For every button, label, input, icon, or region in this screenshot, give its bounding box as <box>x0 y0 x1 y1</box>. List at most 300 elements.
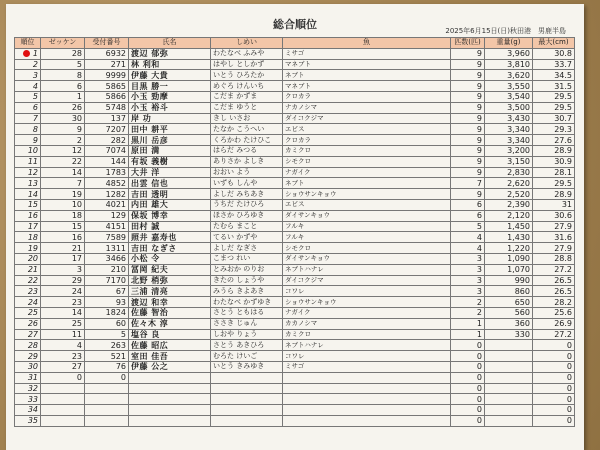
name-cell-text: 吉田 なぎさ <box>131 243 177 253</box>
rank-cell <box>15 113 41 124</box>
count-cell <box>451 189 485 200</box>
reading-cell-text: おおい よう <box>213 167 251 176</box>
receipt-number-cell-text: 67 <box>115 286 126 296</box>
receipt-number-cell <box>85 145 129 156</box>
table-row <box>15 232 575 243</box>
zekken-cell <box>41 113 85 124</box>
fish-cell <box>283 178 451 189</box>
zekken-cell <box>41 199 85 210</box>
fish-cell <box>283 124 451 135</box>
max-length-cell-text: 27.9 <box>554 243 572 253</box>
count-cell-text: 3 <box>476 265 482 275</box>
table-header-row <box>15 38 575 49</box>
rank-cell <box>15 156 41 167</box>
rank-cell <box>15 405 41 416</box>
fish-cell <box>283 394 451 405</box>
weight-cell <box>485 383 533 394</box>
zekken-cell-text: 10 <box>71 200 82 210</box>
count-cell <box>451 178 485 189</box>
weight-cell-text: 3,550 <box>507 81 530 91</box>
rank-cell <box>15 135 41 146</box>
reading-cell-text: うちだ たけひろ <box>213 200 265 209</box>
max-length-cell-text: 28.8 <box>554 254 572 264</box>
weight-cell <box>485 81 533 92</box>
receipt-number-cell <box>85 361 129 372</box>
rank-cell-text: 29 <box>27 351 38 361</box>
zekken-cell-text: 18 <box>71 211 82 221</box>
name-cell <box>129 221 211 232</box>
name-cell-text: 三浦 清亮 <box>131 286 169 296</box>
weight-cell <box>485 59 533 70</box>
reading-cell-text: てるい かずや <box>213 232 258 241</box>
weight-cell <box>485 210 533 221</box>
name-cell <box>129 340 211 351</box>
weight-cell <box>485 415 533 426</box>
max-length-cell <box>533 48 575 59</box>
receipt-number-cell <box>85 102 129 113</box>
zekken-cell <box>41 286 85 297</box>
reading-cell-text: ささき じゅん <box>213 319 258 328</box>
rank-cell-text: 12 <box>27 167 38 177</box>
weight-cell-text: 860 <box>514 286 530 296</box>
count-cell-text: 9 <box>476 146 482 156</box>
receipt-number-cell-text: 3466 <box>105 254 126 264</box>
zekken-cell-text: 25 <box>71 319 82 329</box>
table-row <box>15 361 575 372</box>
reading-cell <box>211 189 283 200</box>
rank-cell-text: 13 <box>27 178 38 188</box>
count-cell-text: 0 <box>476 373 482 383</box>
zekken-cell <box>41 189 85 200</box>
weight-cell <box>485 307 533 318</box>
name-cell <box>129 178 211 189</box>
rank-cell <box>15 178 41 189</box>
rank-cell-text: 9 <box>32 135 38 145</box>
max-length-cell-text: 30.6 <box>554 211 572 221</box>
name-cell <box>129 135 211 146</box>
receipt-number-cell <box>85 372 129 383</box>
max-length-cell <box>533 91 575 102</box>
receipt-number-cell <box>85 264 129 275</box>
receipt-number-cell <box>85 70 129 81</box>
table-row <box>15 59 575 70</box>
receipt-number-cell <box>85 405 129 416</box>
table-row <box>15 221 575 232</box>
max-length-cell-text: 27.6 <box>554 135 572 145</box>
max-length-cell <box>533 361 575 372</box>
count-cell-text: 9 <box>476 92 482 102</box>
max-length-cell-text: 27.9 <box>554 221 572 231</box>
rank-cell-text: 19 <box>27 243 38 253</box>
weight-cell-text: 330 <box>514 329 530 339</box>
zekken-cell-text: 26 <box>71 103 82 113</box>
rank-cell <box>15 286 41 297</box>
max-length-cell-text: 28.1 <box>554 167 572 177</box>
receipt-number-cell <box>85 59 129 70</box>
receipt-number-cell-text: 4021 <box>105 200 126 210</box>
count-cell-text: 4 <box>476 232 482 242</box>
count-cell-text: 5 <box>476 221 482 231</box>
zekken-cell-text: 14 <box>71 167 82 177</box>
reading-cell <box>211 135 283 146</box>
fish-cell <box>283 307 451 318</box>
weight-cell-text: 3,200 <box>507 146 530 156</box>
name-cell-text: 田村 誠 <box>131 221 160 231</box>
header-receipt-number: 受付番号 <box>85 38 129 49</box>
zekken-cell <box>41 372 85 383</box>
receipt-number-cell-text: 271 <box>110 59 126 69</box>
table-row <box>15 405 575 416</box>
max-length-cell-text: 0 <box>566 362 572 372</box>
weight-cell-text: 2,520 <box>507 189 530 199</box>
table-row <box>15 102 575 113</box>
reading-cell <box>211 329 283 340</box>
count-cell-text: 3 <box>476 254 482 264</box>
count-cell <box>451 383 485 394</box>
zekken-cell-text: 11 <box>71 329 82 339</box>
zekken-cell <box>41 81 85 92</box>
weight-cell <box>485 178 533 189</box>
count-cell <box>451 91 485 102</box>
count-cell-text: 9 <box>476 124 482 134</box>
max-length-cell-text: 27.2 <box>554 329 572 339</box>
zekken-cell <box>41 135 85 146</box>
fish-cell-text: ネブト <box>285 178 305 187</box>
max-length-cell <box>533 113 575 124</box>
rank-cell <box>15 243 41 254</box>
table-row <box>15 394 575 405</box>
table-row <box>15 199 575 210</box>
zekken-cell <box>41 318 85 329</box>
reading-cell-text: はやし としかず <box>213 59 265 68</box>
receipt-number-cell <box>85 243 129 254</box>
weight-cell <box>485 264 533 275</box>
table-row <box>15 48 575 59</box>
max-length-cell <box>533 189 575 200</box>
max-length-cell <box>533 102 575 113</box>
max-length-cell <box>533 135 575 146</box>
reading-cell <box>211 81 283 92</box>
count-cell-text: 0 <box>476 340 482 350</box>
name-cell <box>129 297 211 308</box>
reading-cell <box>211 113 283 124</box>
rank-cell-text: 23 <box>27 286 38 296</box>
count-cell-text: 9 <box>476 167 482 177</box>
rank-cell-text: 15 <box>27 200 38 210</box>
zekken-cell-text: 8 <box>76 70 82 80</box>
count-cell-text: 9 <box>476 189 482 199</box>
reading-cell-text: めぐろ けんいち <box>213 81 265 90</box>
max-length-cell-text: 29.5 <box>554 103 572 113</box>
max-length-cell-text: 0 <box>566 394 572 404</box>
receipt-number-cell-text: 76 <box>115 362 126 372</box>
name-cell-text: 塩谷 良 <box>131 329 160 339</box>
reading-cell-text: とみおか のりお <box>213 265 265 274</box>
count-cell <box>451 167 485 178</box>
fish-cell <box>283 70 451 81</box>
count-cell <box>451 199 485 210</box>
weight-cell <box>485 189 533 200</box>
fish-cell <box>283 340 451 351</box>
weight-cell-text: 1,070 <box>507 265 530 275</box>
name-cell-text: 出雲 信也 <box>131 178 169 188</box>
rank-cell-text: 27 <box>27 329 38 339</box>
rank-cell <box>15 351 41 362</box>
zekken-cell <box>41 232 85 243</box>
name-cell-text: 照井 嘉寿也 <box>131 232 177 242</box>
receipt-number-cell-text: 9999 <box>105 70 126 80</box>
count-cell <box>451 415 485 426</box>
max-length-cell <box>533 286 575 297</box>
zekken-cell-text: 23 <box>71 351 82 361</box>
reading-cell <box>211 372 283 383</box>
zekken-cell <box>41 145 85 156</box>
receipt-number-cell-text: 6932 <box>105 49 126 59</box>
receipt-number-cell-text: 137 <box>110 113 126 123</box>
weight-cell-text: 3,540 <box>507 92 530 102</box>
fish-cell <box>283 102 451 113</box>
fish-cell <box>283 48 451 59</box>
reading-cell-text: わたなべ かずゆき <box>213 297 272 306</box>
rank-cell-text: 1 <box>32 49 38 59</box>
fish-cell <box>283 275 451 286</box>
weight-cell <box>485 124 533 135</box>
max-length-cell-text: 0 <box>566 383 572 393</box>
count-cell-text: 6 <box>476 200 482 210</box>
count-cell <box>451 340 485 351</box>
reading-cell <box>211 275 283 286</box>
rank-cell-text: 25 <box>27 308 38 318</box>
receipt-number-cell-text: 521 <box>110 351 126 361</box>
max-length-cell <box>533 307 575 318</box>
zekken-cell <box>41 275 85 286</box>
count-cell-text: 9 <box>476 70 482 80</box>
weight-cell <box>485 340 533 351</box>
fish-cell-text: カミクロ <box>285 146 311 155</box>
max-length-cell <box>533 394 575 405</box>
receipt-number-cell-text: 93 <box>115 297 126 307</box>
weight-cell <box>485 232 533 243</box>
zekken-cell <box>41 91 85 102</box>
fish-cell-text: シモクロ <box>285 243 311 252</box>
receipt-number-cell-text: 1282 <box>105 189 126 199</box>
fish-cell <box>283 253 451 264</box>
red-marker-dot-icon <box>23 50 30 57</box>
table-row <box>15 189 575 200</box>
zekken-cell <box>41 394 85 405</box>
receipt-number-cell-text: 5865 <box>105 81 126 91</box>
weight-cell <box>485 113 533 124</box>
reading-cell-text: ありさか よしき <box>213 157 265 166</box>
zekken-cell-text: 28 <box>71 49 82 59</box>
max-length-cell-text: 29.5 <box>554 178 572 188</box>
table-row <box>15 383 575 394</box>
name-cell <box>129 383 211 394</box>
fish-cell <box>283 383 451 394</box>
rank-cell <box>15 232 41 243</box>
fish-cell <box>283 113 451 124</box>
rank-cell-text: 6 <box>32 103 38 113</box>
name-cell-text: 佐々木 淳 <box>131 319 169 329</box>
name-cell <box>129 199 211 210</box>
rank-cell-text: 17 <box>27 221 38 231</box>
reading-cell-text: しおや りょう <box>213 329 258 338</box>
zekken-cell <box>41 297 85 308</box>
zekken-cell <box>41 253 85 264</box>
receipt-number-cell-text: 1783 <box>105 167 126 177</box>
zekken-cell <box>41 167 85 178</box>
weight-cell-text: 3,340 <box>507 135 530 145</box>
weight-cell-text: 560 <box>514 308 530 318</box>
zekken-cell-text: 23 <box>71 297 82 307</box>
reading-cell <box>211 253 283 264</box>
weight-cell-text: 1,090 <box>507 254 530 264</box>
rank-cell-text: 20 <box>27 254 38 264</box>
rank-cell-text: 32 <box>27 383 38 393</box>
name-cell <box>129 124 211 135</box>
name-cell-text: 原田 満 <box>131 146 160 156</box>
table-row <box>15 372 575 383</box>
zekken-cell <box>41 221 85 232</box>
rank-cell <box>15 383 41 394</box>
reading-cell-text: きし いさお <box>213 113 251 122</box>
count-cell-text: 2 <box>476 308 482 318</box>
header-reading: しめい <box>211 38 283 49</box>
receipt-number-cell <box>85 232 129 243</box>
receipt-number-cell-text: 1824 <box>105 308 126 318</box>
reading-cell <box>211 199 283 210</box>
count-cell <box>451 145 485 156</box>
rank-cell-text: 21 <box>27 265 38 275</box>
fish-cell <box>283 286 451 297</box>
name-cell <box>129 405 211 416</box>
zekken-cell <box>41 264 85 275</box>
max-length-cell <box>533 415 575 426</box>
max-length-cell-text: 30.8 <box>554 49 572 59</box>
table-row <box>15 351 575 362</box>
fish-cell-text: ネブトハナレ <box>285 340 324 349</box>
rank-cell <box>15 297 41 308</box>
event-date-location: 2025年6月15日(日)秋田港 男鹿半島 <box>445 27 566 35</box>
table-row <box>15 167 575 178</box>
weight-cell-text: 360 <box>514 319 530 329</box>
count-cell-text: 2 <box>476 297 482 307</box>
reading-cell <box>211 124 283 135</box>
count-cell-text: 0 <box>476 383 482 393</box>
receipt-number-cell <box>85 394 129 405</box>
fish-cell-text: コワレ <box>285 286 305 295</box>
count-cell-text: 1 <box>476 319 482 329</box>
count-cell <box>451 275 485 286</box>
weight-cell <box>485 372 533 383</box>
fish-cell-text: ナカノシマ <box>285 103 318 112</box>
max-length-cell-text: 0 <box>566 373 572 383</box>
reading-cell-text: きたの しょうや <box>213 275 265 284</box>
receipt-number-cell-text: 263 <box>110 340 126 350</box>
reading-cell-text: いとう きみゆき <box>213 362 265 371</box>
fish-cell-text: コワレ <box>285 351 305 360</box>
rank-cell <box>15 253 41 264</box>
reading-cell <box>211 351 283 362</box>
receipt-number-cell <box>85 275 129 286</box>
header-name: 氏名 <box>129 38 211 49</box>
reading-cell-text: わたなべ ふみや <box>213 49 265 58</box>
max-length-cell-text: 0 <box>566 340 572 350</box>
name-cell-text: 吉田 透明 <box>131 189 169 199</box>
name-cell <box>129 81 211 92</box>
fish-cell <box>283 264 451 275</box>
weight-cell <box>485 91 533 102</box>
max-length-cell-text: 25.6 <box>554 308 572 318</box>
receipt-number-cell-text: 144 <box>110 157 126 167</box>
count-cell-text: 9 <box>476 81 482 91</box>
weight-cell <box>485 253 533 264</box>
rank-cell-text: 33 <box>27 394 38 404</box>
reading-cell <box>211 243 283 254</box>
reading-cell <box>211 232 283 243</box>
max-length-cell <box>533 351 575 362</box>
weight-cell <box>485 102 533 113</box>
max-length-cell-text: 29.5 <box>554 92 572 102</box>
count-cell <box>451 210 485 221</box>
zekken-cell-text: 4 <box>76 340 82 350</box>
reading-cell-text: むろた けいご <box>213 351 258 360</box>
weight-cell <box>485 329 533 340</box>
table-row <box>15 297 575 308</box>
reading-cell <box>211 307 283 318</box>
weight-cell-text: 3,340 <box>507 124 530 134</box>
table-row <box>15 286 575 297</box>
name-cell <box>129 361 211 372</box>
header-weight: 重量(g) <box>485 38 533 49</box>
zekken-cell-text: 19 <box>71 189 82 199</box>
max-length-cell <box>533 221 575 232</box>
count-cell <box>451 59 485 70</box>
fish-cell-text: エビス <box>285 200 305 209</box>
name-cell <box>129 113 211 124</box>
weight-cell-text: 2,120 <box>507 211 530 221</box>
name-cell-text: 小玉 勁摩 <box>131 92 169 102</box>
reading-cell <box>211 70 283 81</box>
count-cell-text: 7 <box>476 178 482 188</box>
reading-cell-text: さとう ともはる <box>213 308 265 317</box>
header-max-length: 最大(cm) <box>533 38 575 49</box>
name-cell <box>129 318 211 329</box>
fish-cell-text: ダイサンキョウ <box>285 254 331 263</box>
reading-cell <box>211 415 283 426</box>
max-length-cell-text: 31.6 <box>554 232 572 242</box>
weight-cell-text: 1,220 <box>507 243 530 253</box>
rank-cell-text: 26 <box>27 319 38 329</box>
count-cell-text: 3 <box>476 286 482 296</box>
max-length-cell <box>533 59 575 70</box>
weight-cell-text: 2,830 <box>507 167 530 177</box>
fish-cell-text: シモクロ <box>285 157 311 166</box>
reading-cell <box>211 59 283 70</box>
rank-cell <box>15 221 41 232</box>
weight-cell <box>485 286 533 297</box>
receipt-number-cell <box>85 286 129 297</box>
max-length-cell <box>533 167 575 178</box>
count-cell-text: 0 <box>476 405 482 415</box>
weight-cell-text: 3,500 <box>507 103 530 113</box>
max-length-cell <box>533 253 575 264</box>
fish-cell <box>283 415 451 426</box>
name-cell-text: 小玉 裕斗 <box>131 103 169 113</box>
count-cell-text: 3 <box>476 275 482 285</box>
name-cell <box>129 372 211 383</box>
receipt-number-cell-text: 5748 <box>105 103 126 113</box>
